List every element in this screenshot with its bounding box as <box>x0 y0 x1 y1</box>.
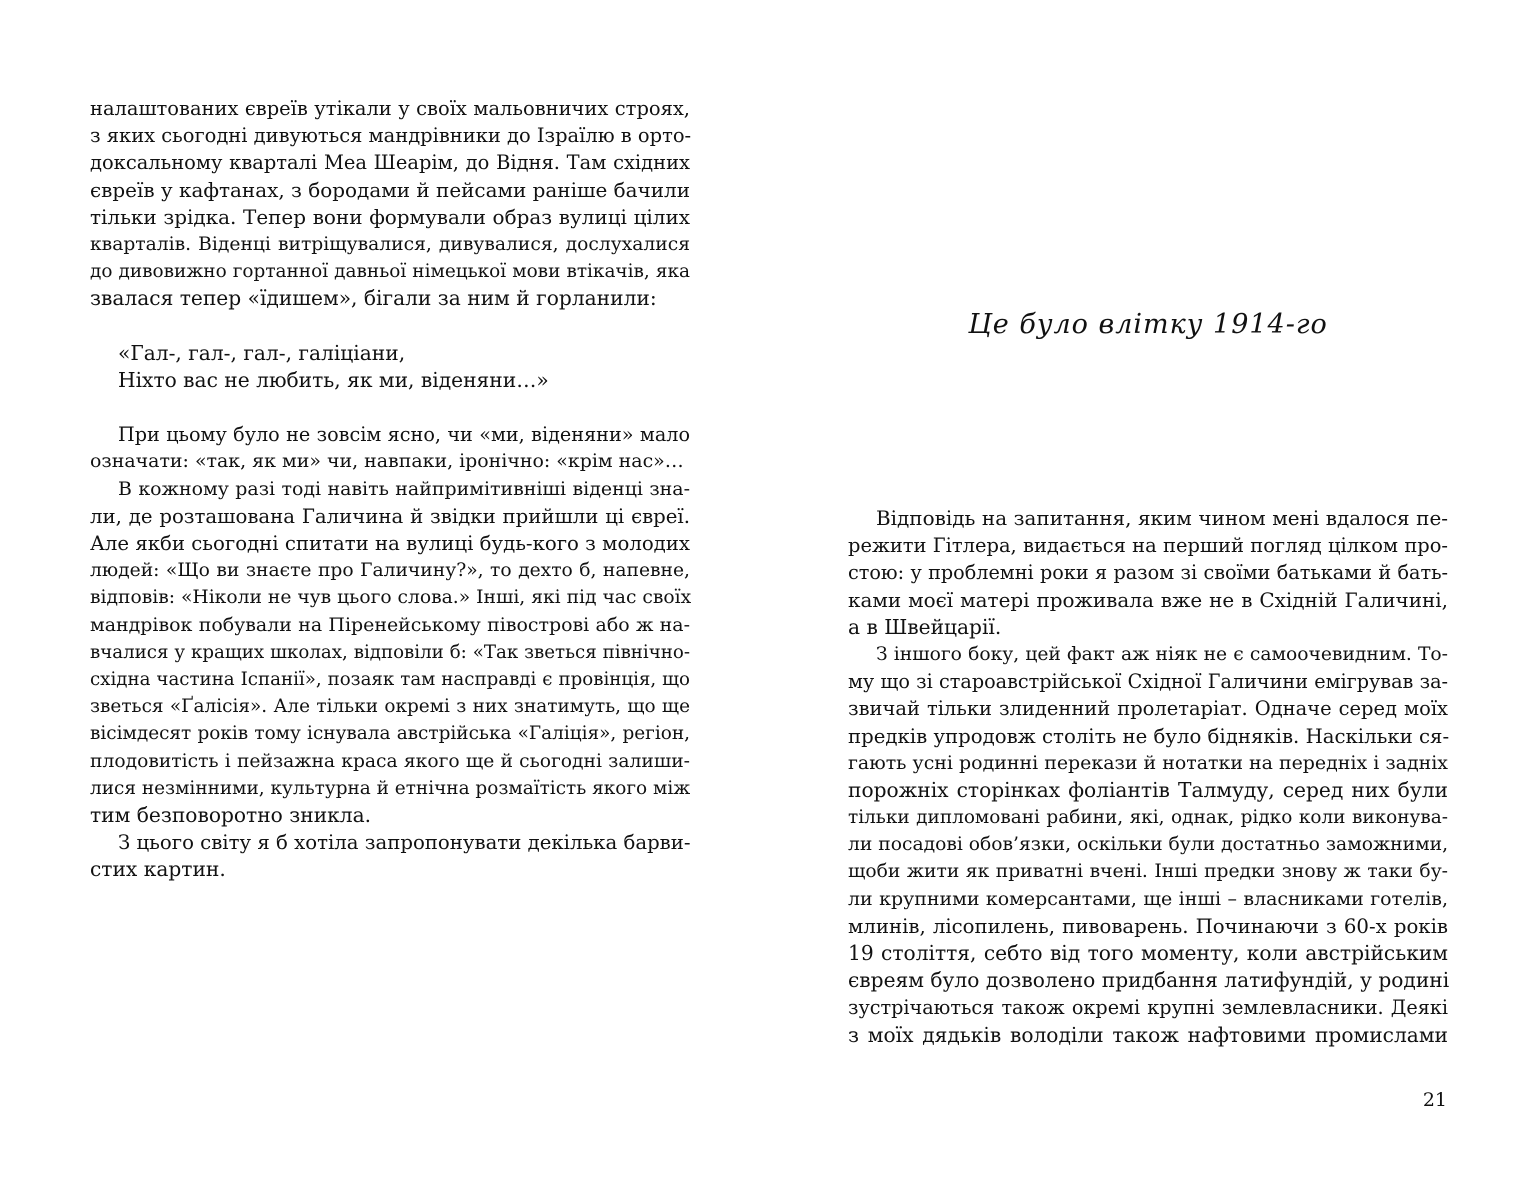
text-line: доксальному кварталі Меа Шеарім, до Відня. Там східних <box>90 151 690 175</box>
text-line: стою: у проблемні роки я разом зі своїми батьками й бать- <box>848 561 1448 585</box>
text-line: з яких сьогодні дивуються мандрівники до Ізраїлю в орто- <box>90 124 692 148</box>
verse-line: Ніхто вас не любить, як ми, віденяни…» <box>118 367 549 392</box>
text-line: ли, де розташована Галичина й звідки прийшли ці євреї. <box>90 504 690 528</box>
text-line: щоби жити як приватні вчені. Інші предки знову ж таки бу- <box>848 861 1448 883</box>
text-line: стих картин. <box>90 857 226 882</box>
text-line: тільки дипломовані рабини, які, однак, рідко коли виконува- <box>848 807 1448 829</box>
text-line: з моїх дядьків володіли також нафтовими промислами <box>848 1022 1448 1047</box>
text-line: ли посадові обов’язки, оскільки були достатньо заможними, <box>848 834 1449 856</box>
text-line: мандрівок побували на Піренейському півострові або ж на- <box>90 613 690 636</box>
text-line: тим безповоротно зникла. <box>90 802 372 827</box>
text-line: лися незмінними, культурна й етнічна розмаїтість якого між <box>90 777 691 799</box>
text-line: ли крупними комерсантами, ще інші – власниками готелів, <box>848 887 1448 910</box>
text-line: му що зі староавстрійської Східної Галичини емігрував за- <box>848 670 1448 694</box>
text-line: зветься «Ґалісія». Але тільки окремі з них знатимуть, що ще <box>90 696 690 718</box>
paragraph <box>90 476 690 829</box>
paragraph <box>90 829 690 883</box>
text-line: 19 століття, себто від того моменту, коли австрійським <box>848 941 1448 965</box>
paragraph <box>848 505 1448 641</box>
text-line: євреям було дозволено придбання латифундій, у родині <box>848 968 1450 993</box>
text-line: порожніх сторінках фоліантів Талмуду, серед них були <box>848 777 1448 802</box>
text-line: а в Швейцарії. <box>848 614 1002 639</box>
text-line: вчалися у кращих школах, відповіли б: «Так зветься північно- <box>90 641 690 663</box>
text-line: З цього світу я б хотіла запропонувати декілька барви- <box>118 831 691 855</box>
text-line: млинів, лісопилень, пивоварень. Починаючи з 60-х років <box>848 914 1448 938</box>
text-line: В кожному разі тоді навіть найпримітивніші віденці зна- <box>118 477 690 500</box>
verse-quote <box>90 340 690 394</box>
text-line: предків упродовж століть не було бідняків. Наскільки ся- <box>848 724 1450 748</box>
text-line: гають усні родинні перекази й нотатки на передніх і задніх <box>848 751 1448 774</box>
page-number: 21 <box>1422 1089 1447 1111</box>
right-page <box>848 505 1448 1049</box>
text-line: означати: «так, як ми» чи, навпаки, іронічно: «крім нас»… <box>90 450 684 473</box>
text-line: звичай тільки злиденний пролетаріат. Одначе серед моїх <box>848 697 1448 721</box>
text-line: вісімдесят років тому існувала австрійська «Галіція», регіон, <box>90 723 690 745</box>
text-line: євреїв у кафтанах, з бородами й пейсами раніше бачили <box>90 177 690 202</box>
chapter-title: Це було влітку 1914-го <box>968 309 1328 340</box>
text-line: При цьому було не зовсім ясно, чи «ми, віденяни» мало <box>118 423 690 447</box>
text-line: плодовитість і пейзажна краса якого ще й сьогодні залиши- <box>90 750 690 772</box>
text-line: людей: «Що ви знаєте про Галичину?», то дехто б, напевне, <box>90 560 690 582</box>
text-line: ками моєї матері проживала вже не в Східній Галичині, <box>848 587 1448 612</box>
text-line: звалася тепер «їдишем», бігали за ним й горланили: <box>90 286 657 311</box>
text-line: тільки зрідка. Тепер вони формували образ вулиці цілих <box>90 204 690 229</box>
blank-line <box>90 313 690 340</box>
text-line: режити Гітлера, видається на перший погляд цілком про- <box>848 534 1448 558</box>
text-line: З іншого боку, цей факт аж ніяк не є самоочевидним. То- <box>876 643 1448 665</box>
text-line: зустрічаються також окремі крупні землевласники. Деякі <box>848 996 1448 1020</box>
verse-line: «Гал-, гал-, гал-, галіціани, <box>118 340 406 365</box>
text-line: налаштованих євреїв утікали у своїх мальовничих строях, <box>90 97 690 120</box>
paragraph <box>848 641 1448 1049</box>
text-line: відповів: «Ніколи не чув цього слова.» Інші, які під час своїх <box>90 587 692 609</box>
text-line: Але якби сьогодні спитати на вулиці будь-кого з молодих <box>90 532 691 555</box>
blank-line <box>90 394 690 421</box>
paragraph <box>90 421 690 475</box>
paragraph <box>90 95 690 313</box>
text-line: Відповідь на запитання, яким чином мені вдалося пе- <box>876 506 1448 530</box>
text-line: східна частина Іспанії», позаяк там насправді є провінція, що <box>90 668 690 690</box>
text-line: до дивовижно гортанної давньої німецької мови втікачів, яка <box>90 261 690 283</box>
left-page <box>90 95 690 883</box>
text-line: кварталів. Віденці витріщувалися, дивувалися, дослухалися <box>90 233 690 255</box>
